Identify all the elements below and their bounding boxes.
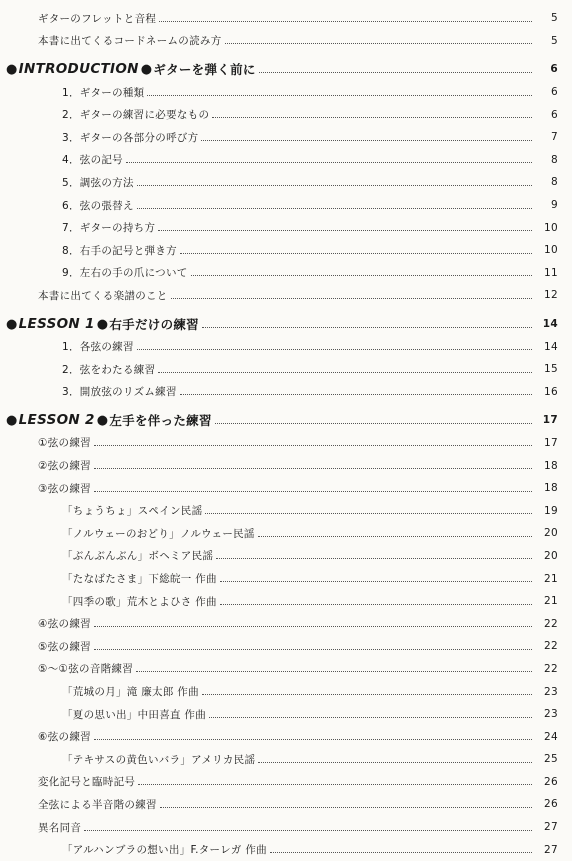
entry-title: 本書に出てくる楽譜のこと — [38, 289, 168, 302]
page-number: 14 — [544, 340, 558, 353]
dot-leader — [84, 830, 532, 831]
toc-entry — [0, 432, 572, 455]
page-number: 21 — [544, 572, 558, 585]
dot-leader — [220, 604, 532, 605]
toc-entry — [0, 454, 572, 477]
entry-title: 「夏の思い出」中田喜直 作曲 — [62, 708, 207, 721]
toc-entry — [0, 680, 572, 703]
dot-leader — [180, 394, 532, 395]
entry-title: 本書に出てくるコードネームの読み方 — [38, 35, 222, 48]
entry-title: ④弦の練習 — [38, 618, 91, 631]
dot-leader — [94, 468, 532, 469]
entry-title: 「四季の歌」荒木とよひさ 作曲 — [62, 595, 217, 608]
entry-title: 1．ギターの種類 — [62, 86, 145, 99]
toc-entry — [0, 126, 572, 149]
page-number: 18 — [544, 459, 558, 472]
entry-title: 3．開放弦のリズム練習 — [62, 386, 177, 399]
toc-entry — [0, 771, 572, 794]
page-number: 11 — [544, 266, 558, 279]
page-number: 10 — [544, 244, 558, 257]
toc-entry — [0, 612, 572, 635]
toc-entry — [0, 635, 572, 658]
dot-leader — [94, 649, 532, 650]
page-number: 22 — [544, 662, 558, 675]
page-number: 9 — [551, 199, 558, 212]
entry-title: ⑤～①弦の音階練習 — [38, 663, 134, 676]
toc-entry — [0, 216, 572, 239]
section-title-en: INTRODUCTION — [18, 61, 139, 78]
dot-leader — [259, 72, 532, 73]
entry-title: 4．弦の記号 — [62, 154, 123, 167]
entry-title: ギターのフレットと音程 — [38, 12, 157, 25]
dot-leader — [94, 626, 532, 627]
dot-leader — [212, 117, 532, 118]
dot-leader — [159, 21, 532, 22]
page-number: 26 — [544, 798, 558, 811]
page-number: 23 — [544, 708, 558, 721]
page-number: 21 — [544, 595, 558, 608]
toc-entry — [0, 499, 572, 522]
toc-entry — [0, 194, 572, 217]
dot-leader — [94, 739, 532, 740]
bullet-icon: ● — [6, 61, 18, 77]
section-title-jp: 左手を伴った練習 — [109, 413, 212, 429]
entry-title: 「ちょうちょ」スペイン民謡 — [62, 505, 203, 518]
page-number: 22 — [544, 640, 558, 653]
page-number: 7 — [551, 131, 558, 144]
dot-leader — [180, 253, 532, 254]
toc-entry — [0, 239, 572, 262]
toc-entry — [0, 703, 572, 726]
toc-entry — [0, 477, 572, 500]
toc-entry — [0, 545, 572, 568]
section-title-en: LESSON 1 — [18, 316, 95, 333]
dot-leader — [201, 140, 532, 141]
dot-leader — [94, 491, 532, 492]
toc-entry — [0, 658, 572, 681]
dot-leader — [215, 423, 532, 424]
page-number: 6 — [550, 63, 558, 76]
page-number: 20 — [544, 527, 558, 540]
dot-leader — [126, 162, 532, 163]
toc-entry — [0, 262, 572, 285]
dot-leader — [202, 327, 532, 328]
toc-entry — [0, 838, 572, 861]
dot-leader — [137, 349, 532, 350]
toc-entry — [0, 358, 572, 381]
toc-entry — [0, 335, 572, 358]
page-number: 19 — [544, 504, 558, 517]
page-number: 16 — [544, 385, 558, 398]
section-title-jp: ギターを弾く前に — [153, 62, 256, 78]
entry-title: 9．左右の手の爪について — [62, 267, 188, 280]
toc-entry — [0, 793, 572, 816]
toc-entry — [0, 81, 572, 104]
page-number: 18 — [544, 482, 558, 495]
toc-entry — [0, 381, 572, 404]
page-number: 10 — [544, 221, 558, 234]
page-number: 5 — [551, 12, 558, 25]
dot-leader — [225, 43, 533, 44]
page-number: 25 — [544, 753, 558, 766]
dot-leader — [94, 445, 532, 446]
dot-leader — [202, 694, 532, 695]
toc-entry — [0, 748, 572, 771]
bullet-icon: ● — [96, 412, 109, 428]
toc-entry — [0, 816, 572, 839]
page-number: 22 — [544, 617, 558, 630]
dot-leader — [160, 807, 532, 808]
entry-title: 2．ギターの練習に必要なもの — [62, 109, 210, 122]
toc-entry — [0, 567, 572, 590]
toc-entry — [0, 103, 572, 126]
page-number: 17 — [542, 414, 558, 427]
bullet-icon: ● — [6, 412, 18, 428]
toc-section-heading — [0, 58, 572, 81]
page-number: 27 — [544, 821, 558, 834]
entry-title: 「ノルウェーのおどり」ノルウェー民謡 — [62, 527, 255, 540]
table-of-contents — [0, 7, 572, 861]
dot-leader — [171, 298, 532, 299]
entry-title: 「たなばたさま」下総皖一 作曲 — [62, 573, 217, 586]
dot-leader — [191, 275, 532, 276]
entry-title: ①弦の練習 — [38, 437, 91, 450]
dot-leader — [136, 671, 532, 672]
section-title-jp: 右手だけの練習 — [109, 317, 199, 333]
dot-leader — [147, 95, 532, 96]
entry-title: 7．ギターの持ち方 — [62, 222, 156, 235]
toc-entry — [0, 149, 572, 172]
entry-title: 6．弦の張替え — [62, 199, 134, 212]
toc-entry — [0, 725, 572, 748]
toc-entry — [0, 171, 572, 194]
page-number: 15 — [544, 363, 558, 376]
entry-title: ⑤弦の練習 — [38, 640, 91, 653]
dot-leader — [158, 372, 532, 373]
entry-title: ③弦の練習 — [38, 482, 91, 495]
dot-leader — [220, 581, 532, 582]
page-number: 6 — [551, 108, 558, 121]
entry-title: ②弦の練習 — [38, 460, 91, 473]
toc-section-heading — [0, 409, 572, 432]
dot-leader — [258, 762, 532, 763]
bullet-icon: ● — [140, 61, 153, 77]
dot-leader — [137, 185, 532, 186]
entry-title: 全弦による半音階の練習 — [38, 798, 157, 811]
page-number: 27 — [544, 843, 558, 856]
entry-title: 変化記号と臨時記号 — [38, 776, 136, 789]
bullet-icon: ● — [96, 316, 109, 332]
dot-leader — [209, 717, 532, 718]
page-number: 26 — [544, 775, 558, 788]
section-title-en: LESSON 2 — [18, 412, 95, 429]
page-number: 23 — [544, 685, 558, 698]
dot-leader — [270, 852, 532, 853]
entry-title: 1．各弦の練習 — [62, 341, 134, 354]
entry-title: 3．ギターの各部分の呼び方 — [62, 131, 199, 144]
entry-title: 5．調弦の方法 — [62, 176, 134, 189]
entry-title: 「ぶんぶんぶん」ボヘミア民謡 — [62, 550, 214, 563]
toc-entry — [0, 7, 572, 30]
page-number: 6 — [551, 86, 558, 99]
entry-title: 2．弦をわたる練習 — [62, 363, 156, 376]
toc-section-heading — [0, 313, 572, 336]
entry-title: 「荒城の月」滝 廉太郎 作曲 — [62, 686, 199, 699]
dot-leader — [137, 208, 532, 209]
page-number: 8 — [551, 153, 558, 166]
entry-title: 「アルハンブラの想い出」F.ターレガ 作曲 — [62, 844, 267, 857]
dot-leader — [216, 558, 532, 559]
entry-title: 「テキサスの黄色いバラ」アメリカ民謡 — [62, 753, 256, 766]
bullet-icon: ● — [6, 316, 18, 332]
page-number: 5 — [551, 34, 558, 47]
entry-title: ⑥弦の練習 — [38, 731, 91, 744]
dot-leader — [158, 230, 532, 231]
dot-leader — [138, 784, 532, 785]
page-number: 24 — [544, 730, 558, 743]
entry-title: 異名同音 — [38, 821, 82, 834]
toc-entry — [0, 522, 572, 545]
dot-leader — [205, 513, 532, 514]
toc-entry — [0, 30, 572, 53]
page-number: 17 — [544, 436, 558, 449]
page-number: 12 — [544, 289, 558, 302]
page-number: 20 — [544, 549, 558, 562]
page-number: 8 — [551, 176, 558, 189]
page-number: 14 — [542, 318, 558, 331]
toc-entry — [0, 284, 572, 307]
toc-entry — [0, 590, 572, 613]
entry-title: 8．右手の記号と弾き方 — [62, 244, 177, 257]
dot-leader — [258, 536, 532, 537]
